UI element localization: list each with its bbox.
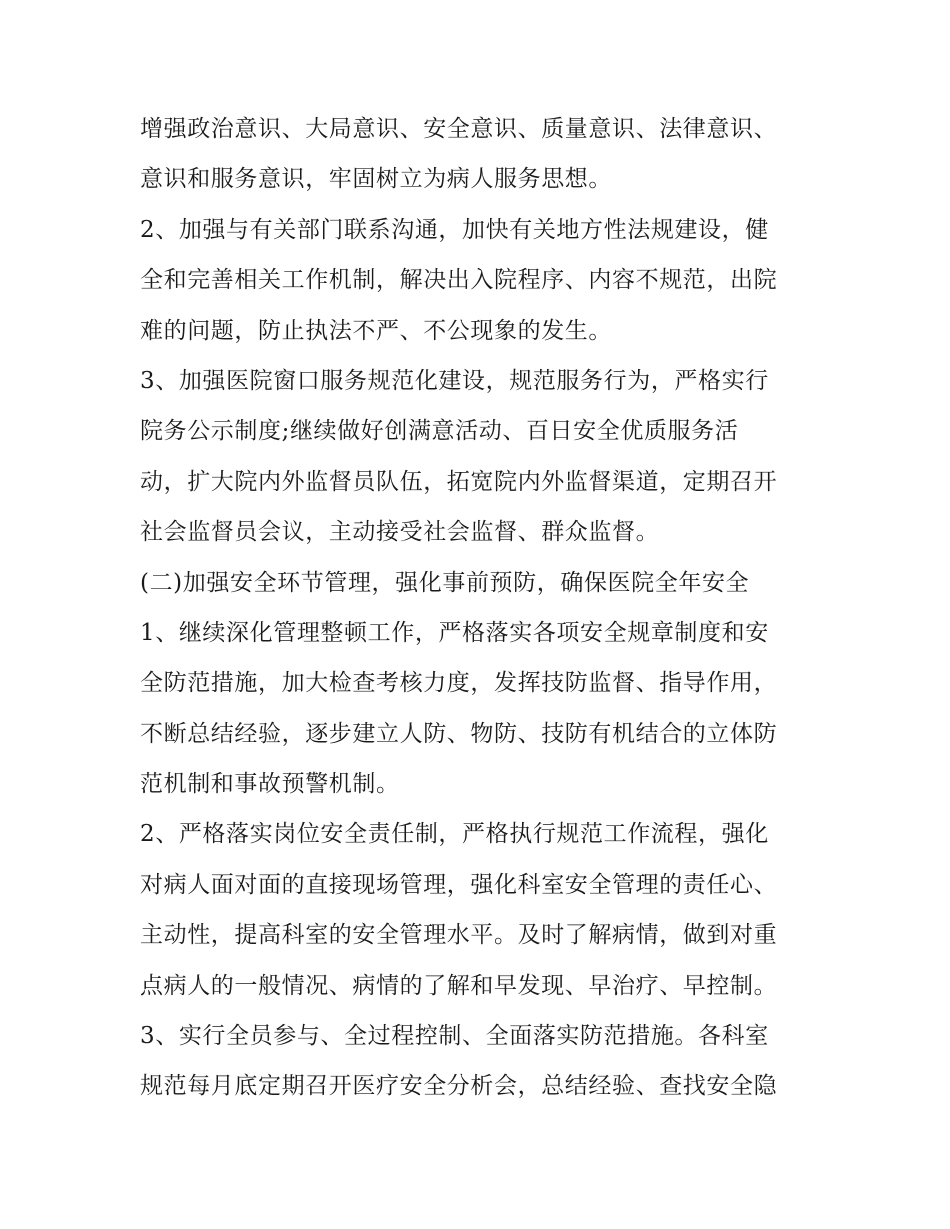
text-line: 2、严格落实岗位安全责任制，严格执行规范工作流程，强化	[140, 821, 769, 848]
text-line: 点病人的一般情况、病情的了解和早发现、早治疗、早控制。	[140, 972, 778, 999]
text-line: 难的问题，防止执法不严、不公现象的发生。	[140, 317, 612, 344]
document-body	[140, 104, 820, 1112]
section-heading: (二)加强安全环节管理，强化事前预防，确保医院全年安全	[140, 569, 750, 596]
text-line: 不断总结经验，逐步建立人防、物防、技防有机结合的立体防	[140, 720, 778, 747]
text-line: 3、加强医院窗口服务规范化建设，规范服务行为，严格实行	[140, 367, 769, 394]
text-line: 全防范措施，加大检查考核力度，发挥技防监督、指导作用，	[140, 670, 778, 697]
text-line: 社会监督员会议，主动接受社会监督、群众监督。	[140, 519, 660, 546]
text-line: 对病人面对面的直接现场管理，强化科室安全管理的责任心、	[140, 871, 778, 898]
text-line: 院务公示制度;继续做好创满意活动、百日安全优质服务活	[140, 418, 739, 445]
text-line: 规范每月底定期召开医疗安全分析会，总结经验、查找安全隐	[140, 1073, 778, 1100]
text-line: 范机制和事故预警机制。	[140, 771, 400, 798]
text-line: 1、继续深化管理整顿工作，严格落实各项安全规章制度和安	[140, 619, 769, 646]
text-line: 3、实行全员参与、全过程控制、全面落实防范措施。各科室	[140, 1023, 769, 1050]
text-line: 增强政治意识、大局意识、安全意识、质量意识、法律意识、	[140, 116, 778, 142]
text-line: 动，扩大院内外监督员队伍，拓宽院内外监督渠道，定期召开	[140, 468, 778, 495]
text-line: 2、加强与有关部门联系沟通，加快有关地方性法规建设，健	[140, 216, 769, 243]
text-line: 意识和服务意识，牢固树立为病人服务思想。	[140, 166, 612, 193]
text-line: 全和完善相关工作机制，解决出入院程序、内容不规范，出院	[140, 267, 778, 294]
text-line: 主动性，提高科室的安全管理水平。及时了解病情，做到对重	[140, 922, 778, 949]
